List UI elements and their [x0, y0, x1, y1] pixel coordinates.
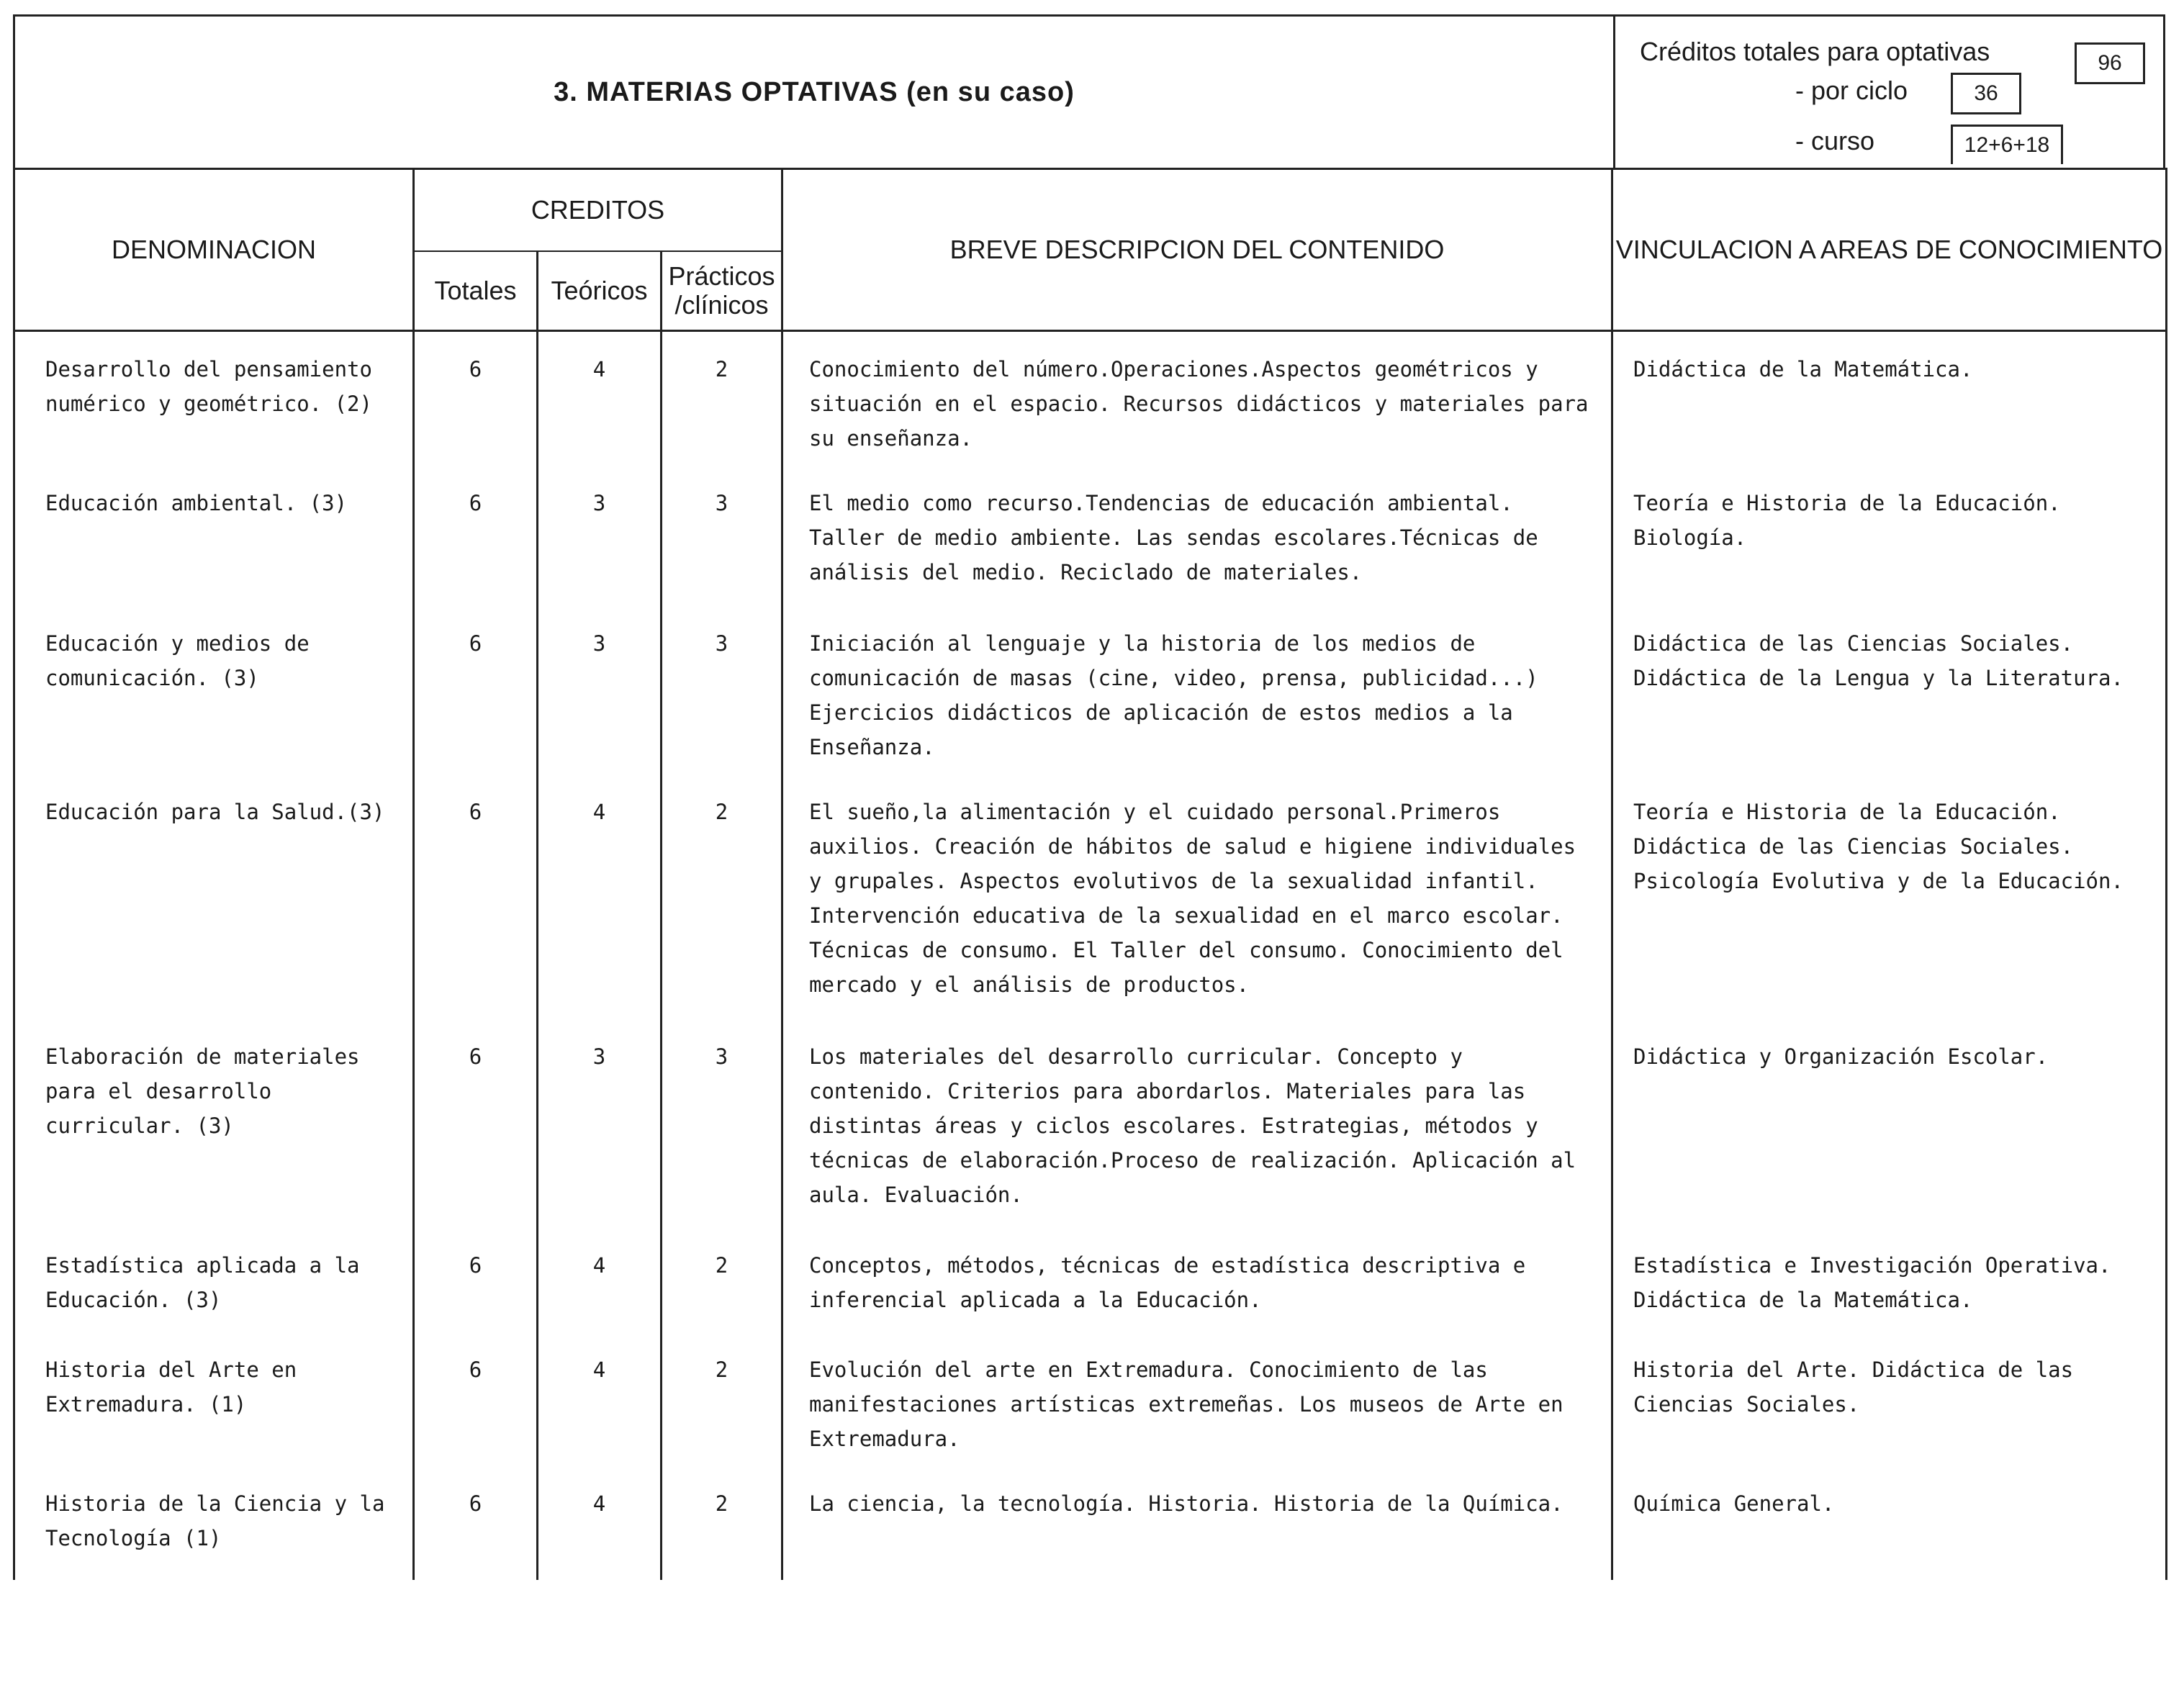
knowledge-areas: Didáctica de las Ciencias Sociales. Didáctica de la Lengua y la Literatura.: [1612, 612, 2167, 780]
subject-description: Los materiales del desarrollo curricular. Concepto y contenido. Criterios para abordarlos. Materiales para las distintas áreas y ciclos escolares. Estrategias, métodos y técnicas de elaboración.Proceso de realización. Aplicación al aula. Evaluación.: [782, 1025, 1612, 1234]
credits-practice: 3: [662, 1025, 782, 1234]
course-credits-label: - curso: [1795, 126, 1875, 155]
optativas-form-page: [13, 14, 2165, 1580]
credits-practice: 2: [662, 1234, 782, 1338]
credits-practice: 2: [662, 1472, 782, 1580]
credits-theory: 4: [538, 1472, 662, 1580]
subject-name: Historia del Arte en Extremadura. (1): [14, 1338, 414, 1472]
credits-total: 6: [414, 1025, 538, 1234]
credits-theory: 3: [538, 471, 662, 612]
col-creditos: CREDITOS: [414, 169, 782, 252]
col-denominacion: DENOMINACION: [14, 169, 414, 331]
credits-practice: 3: [662, 612, 782, 780]
subject-description: El sueño,la alimentación y el cuidado personal.Primeros auxilios. Creación de hábitos de salud e higiene individuales y grupales. Aspectos evolutivos de la sexualidad infantil. Intervención educativa de la sexualidad en el marco escolar. Técnicas de consumo. El Taller del consumo. Conocimiento del mercado y el análisis de productos.: [782, 780, 1612, 1025]
section-title: 3. MATERIAS OPTATIVAS (en su caso): [15, 17, 1615, 168]
subject-name: Educación y medios de comunicación. (3): [14, 612, 414, 780]
credits-practice: 2: [662, 1338, 782, 1472]
header-row: [14, 169, 2167, 252]
subject-row: [14, 331, 2167, 472]
credits-total: 6: [414, 1234, 538, 1338]
credits-total: 6: [414, 1472, 538, 1580]
subject-description: El medio como recurso.Tendencias de educación ambiental. Taller de medio ambiente. Las sendas escolares.Técnicas de análisis del medio. Reciclado de materiales.: [782, 471, 1612, 612]
subject-name: Estadística aplicada a la Educación. (3): [14, 1234, 414, 1338]
credits-total: 6: [414, 331, 538, 472]
credits-theory: 4: [538, 1338, 662, 1472]
knowledge-areas: Estadística e Investigación Operativa. Didáctica de la Matemática.: [1612, 1234, 2167, 1338]
optativas-table: [13, 168, 2167, 1580]
credits-theory: 4: [538, 331, 662, 472]
subject-description: Evolución del arte en Extremadura. Conocimiento de las manifestaciones artísticas extremeñas. Los museos de Arte en Extremadura.: [782, 1338, 1612, 1472]
subject-row: [14, 1025, 2167, 1234]
knowledge-areas: Historia del Arte. Didáctica de las Ciencias Sociales.: [1612, 1338, 2167, 1472]
subject-name: Educación ambiental. (3): [14, 471, 414, 612]
col-descripcion: BREVE DESCRIPCION DEL CONTENIDO: [782, 169, 1612, 331]
subject-name: Desarrollo del pensamiento numérico y geométrico. (2): [14, 331, 414, 472]
credits-total: 6: [414, 471, 538, 612]
credits-theory: 3: [538, 612, 662, 780]
subject-row: [14, 471, 2167, 612]
subject-row: [14, 612, 2167, 780]
total-credits-value: 96: [2075, 42, 2145, 84]
subject-description: Iniciación al lenguaje y la historia de los medios de comunicación de masas (cine, video, prensa, publicidad...) Ejercicios didácticos de aplicación de estos medios a la Enseñanza.: [782, 612, 1612, 780]
credits-practice: 3: [662, 471, 782, 612]
subject-description: Conocimiento del número.Operaciones.Aspectos geométricos y situación en el espacio. Recursos didácticos y materiales para su enseñanza.: [782, 331, 1612, 472]
cycle-credits-value: 36: [1951, 73, 2021, 114]
col-teoricos: Teóricos: [538, 251, 662, 331]
subject-description: La ciencia, la tecnología. Historia. Historia de la Química.: [782, 1472, 1612, 1580]
form-header: [13, 14, 2165, 168]
credits-practice: 2: [662, 331, 782, 472]
knowledge-areas: Química General.: [1612, 1472, 2167, 1580]
credits-practice: 2: [662, 780, 782, 1025]
cycle-credits-label: - por ciclo: [1795, 76, 1908, 105]
credits-total: 6: [414, 780, 538, 1025]
subject-name: Historia de la Ciencia y la Tecnología (1): [14, 1472, 414, 1580]
knowledge-areas: Teoría e Historia de la Educación. Didáctica de las Ciencias Sociales. Psicología Evolutiva y de la Educación.: [1612, 780, 2167, 1025]
col-practicos: Prácticos /clínicos: [662, 251, 782, 331]
col-vinculacion: VINCULACION A AREAS DE CONOCIMIENTO: [1612, 169, 2167, 331]
subject-row: [14, 1338, 2167, 1472]
course-credits-value: 12+6+18: [1951, 125, 2063, 164]
knowledge-areas: Teoría e Historia de la Educación. Biología.: [1612, 471, 2167, 612]
credits-theory: 4: [538, 1234, 662, 1338]
total-credits-label: Créditos totales para optativas: [1640, 37, 1990, 66]
credit-summary: [1615, 17, 2163, 168]
subjects-body: [14, 331, 2167, 1581]
subject-description: Conceptos, métodos, técnicas de estadística descriptiva e inferencial aplicada a la Educación.: [782, 1234, 1612, 1338]
knowledge-areas: Didáctica de la Matemática.: [1612, 331, 2167, 472]
credits-theory: 3: [538, 1025, 662, 1234]
col-totales: Totales: [414, 251, 538, 331]
credits-theory: 4: [538, 780, 662, 1025]
subject-name: Elaboración de materiales para el desarrollo curricular. (3): [14, 1025, 414, 1234]
knowledge-areas: Didáctica y Organización Escolar.: [1612, 1025, 2167, 1234]
subject-row: [14, 1234, 2167, 1338]
subject-name: Educación para la Salud.(3): [14, 780, 414, 1025]
credits-total: 6: [414, 612, 538, 780]
credits-total: 6: [414, 1338, 538, 1472]
subject-row: [14, 780, 2167, 1025]
subject-row: [14, 1472, 2167, 1580]
